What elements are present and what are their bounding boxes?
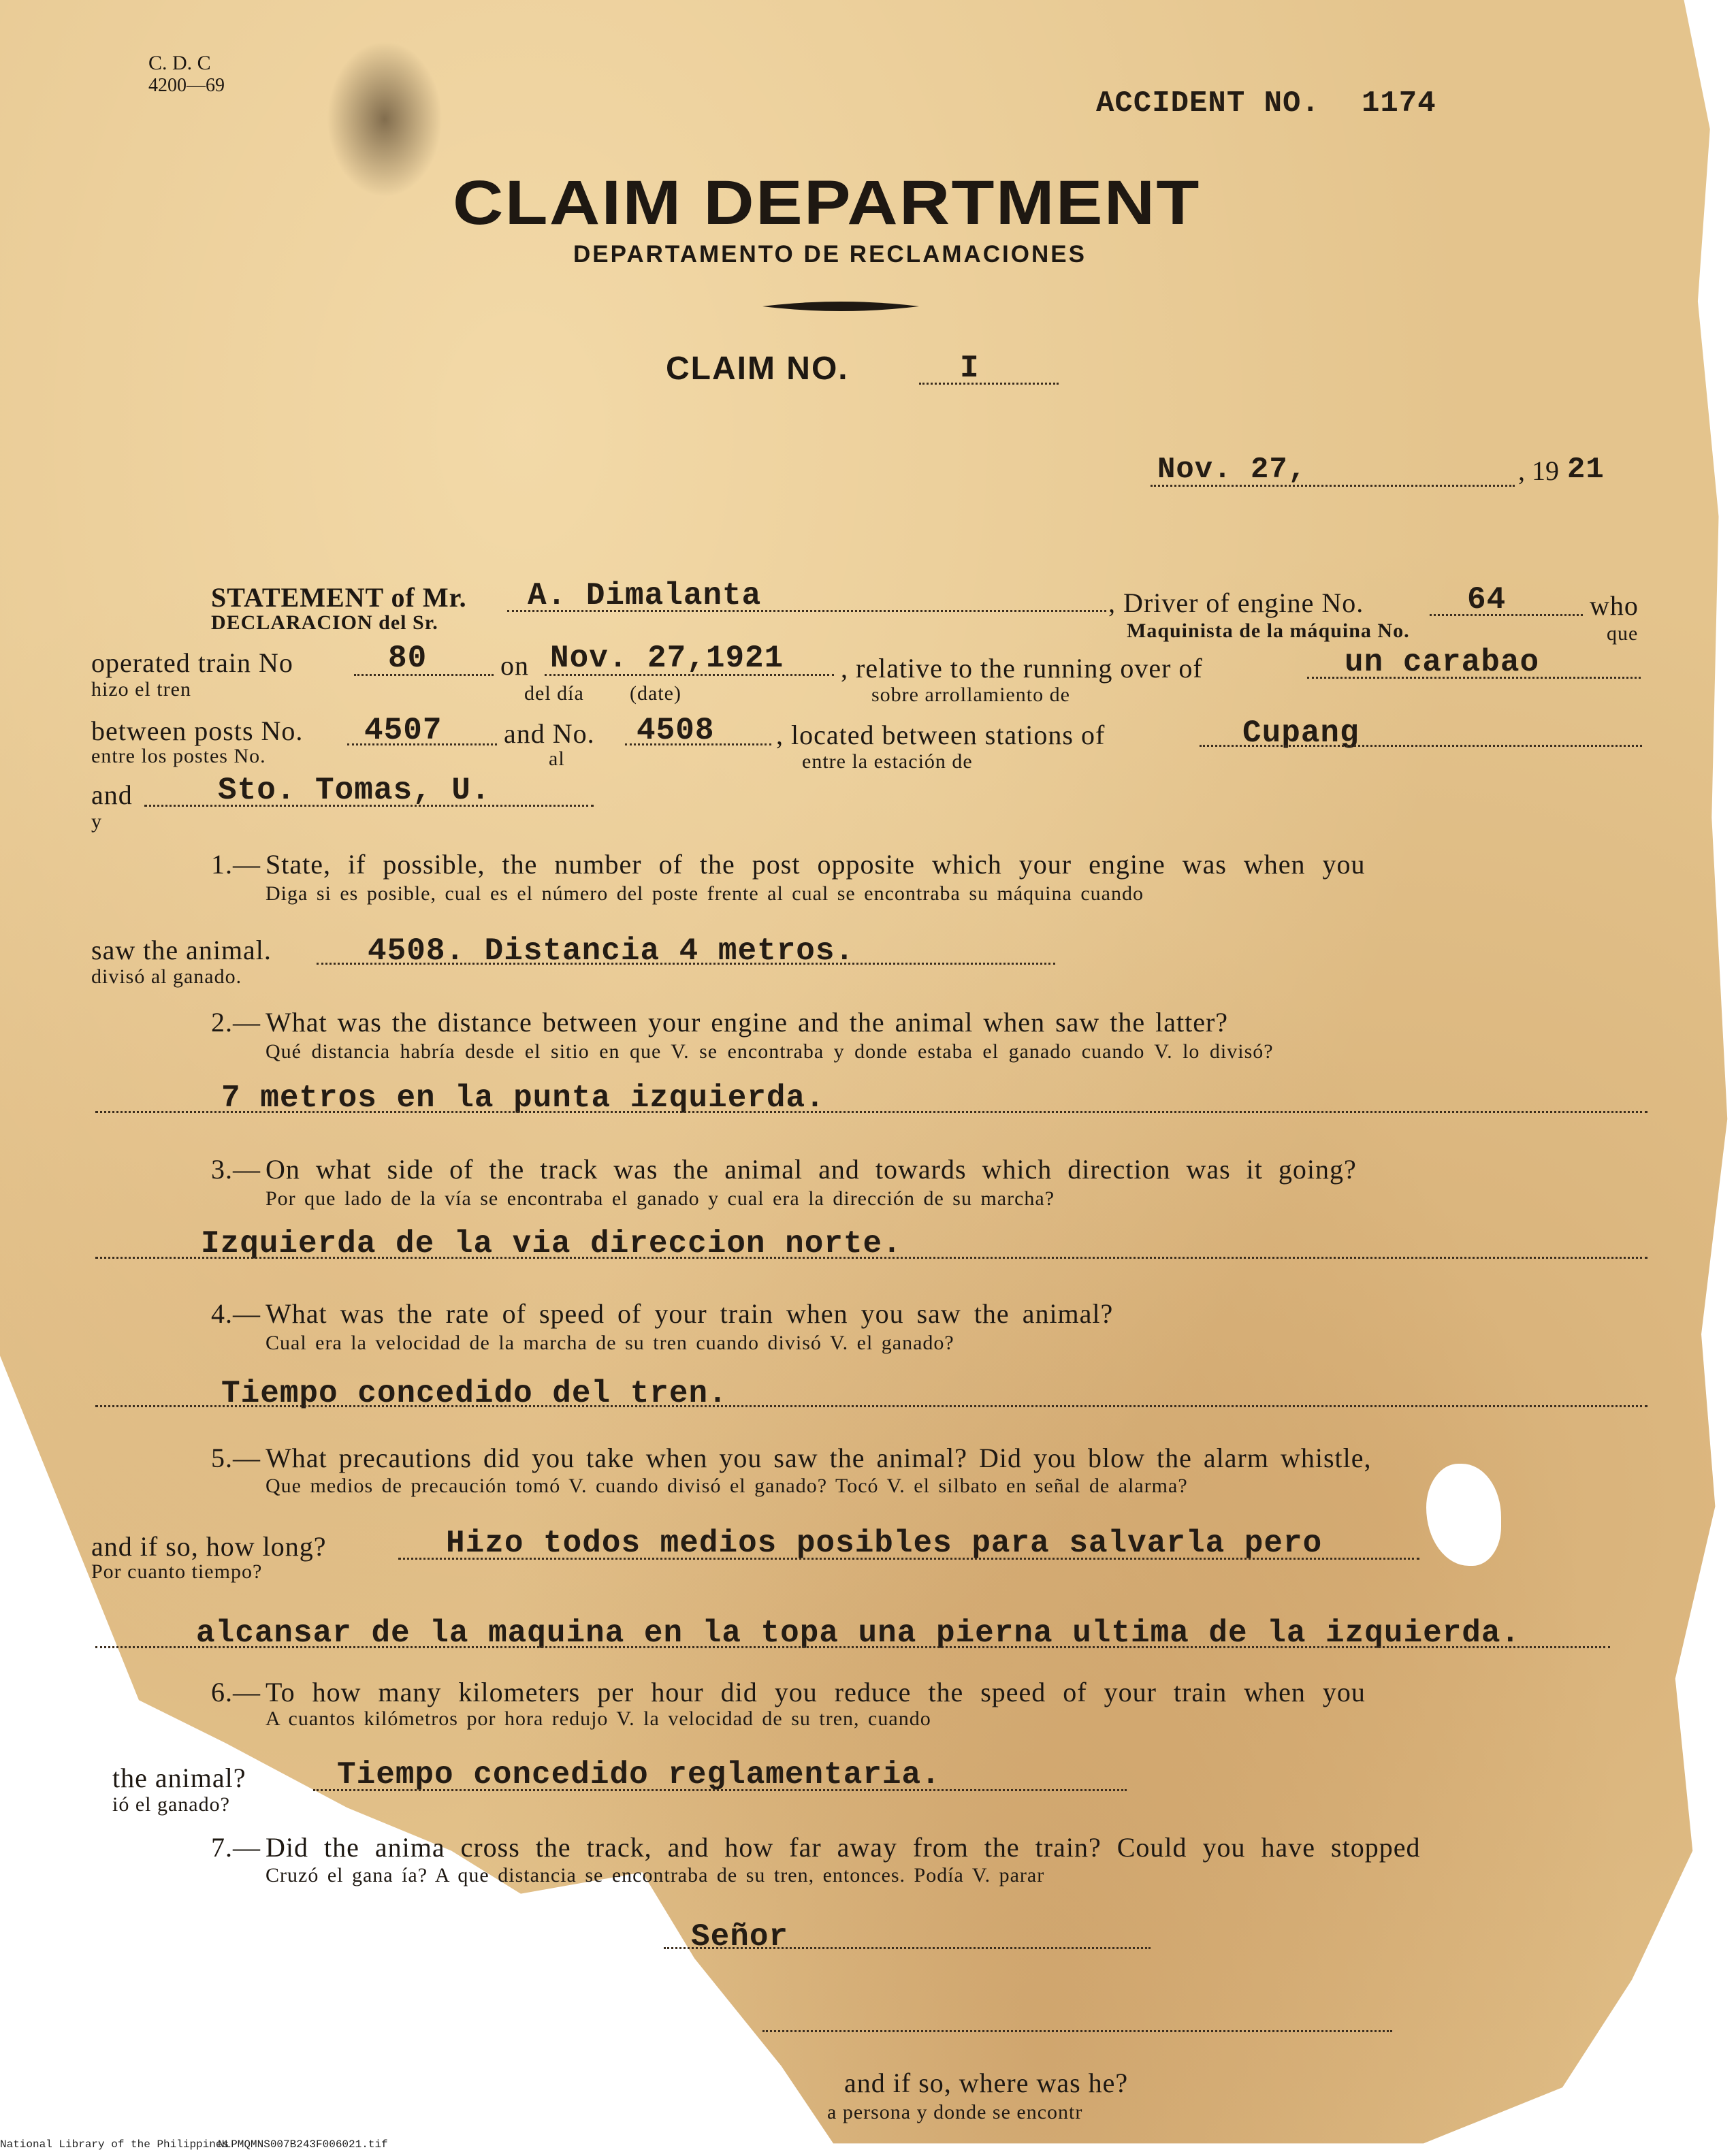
question-2-en: What was the distance between your engine and the animal when saw the latter?	[266, 1007, 1229, 1038]
answer-7-line	[664, 1947, 1151, 1949]
relative-label: , relative to the running over of	[841, 653, 1203, 684]
question-4-number: 4.—	[211, 1298, 261, 1329]
footer-filename: NLPMQMNS007B243F006021.tif	[218, 2138, 388, 2151]
station-b-line	[144, 805, 594, 807]
question-3-es: Por que lado de la vía se encontraba el ganado y cual era la dirección de su marcha?	[266, 1187, 1055, 1210]
post-a-line	[347, 743, 497, 745]
station-a: Cupang	[1242, 716, 1360, 751]
between-posts-label-es: entre los postes No.	[91, 745, 266, 767]
between-posts-label: between posts No.	[91, 716, 304, 746]
question-5-en: What precautions did you take when you saw the animal? Did you blow the alarm whistle,	[266, 1443, 1372, 1473]
statement-label: STATEMENT of Mr.	[211, 582, 467, 613]
question-6-number: 6.—	[211, 1677, 261, 1707]
answer-3-line	[95, 1257, 1647, 1259]
answer-5-continued: alcansar de la maquina en la topa una pierna ultima de la izquierda.	[196, 1616, 1521, 1651]
question-4-es: Cual era la velocidad de la marcha de su tren cuando divisó V. el ganado?	[266, 1332, 954, 1354]
question-6-cont-en: the animal?	[112, 1763, 246, 1793]
answer-3: Izquierda de la via direccion norte.	[201, 1226, 902, 1262]
answer-5: Hizo todos medios posibles para salvarla pero	[446, 1526, 1323, 1561]
question-6-en: To how many kilometers per hour did you reduce the speed of your train when you	[266, 1677, 1366, 1707]
name-line	[507, 610, 1106, 612]
train-date-line	[545, 674, 834, 676]
answer-6: Tiempo concedido reglamentaria.	[337, 1757, 941, 1793]
post-b-line	[625, 743, 771, 745]
question-5-es: Que medios de precaución tomó V. cuando divisó el ganado? Tocó V. el silbato en señal de alarma?	[266, 1475, 1188, 1497]
statement-label-es: DECLARACION del Sr.	[211, 611, 438, 634]
operated-label: operated train No	[91, 647, 293, 678]
question-1-cont-es: divisó al ganado.	[91, 965, 242, 988]
and-no-label: and No.	[504, 718, 595, 749]
date-year-suffix: 21	[1567, 453, 1605, 487]
answer-7: Señor	[691, 1919, 789, 1955]
question-6-cont-es: ió el ganado?	[112, 1793, 230, 1816]
train-number: 80	[388, 641, 428, 676]
department-subtitle: DEPARTAMENTO DE RECLAMACIONES	[573, 241, 1087, 268]
accident-number: 1174	[1362, 86, 1436, 121]
accident-label: ACCIDENT NO.	[1096, 86, 1320, 121]
date-month-day: Nov. 27,	[1157, 453, 1307, 487]
and-station-label: and	[91, 780, 133, 810]
date-year-prefix: , 19	[1518, 455, 1559, 486]
claimant-name: A. Dimalanta	[528, 578, 762, 613]
on-label: on	[500, 650, 529, 681]
department-title: CLAIM DEPARTMENT	[453, 168, 1201, 238]
question-3-number: 3.—	[211, 1154, 261, 1185]
bottom-question-en: and if so, where was he?	[844, 2068, 1129, 2098]
question-2-es: Qué distancia habría desde el sitio en que V. se encontraba y donde estaba el ganado cuando V. lo divisó?	[266, 1040, 1274, 1063]
answer-4-line	[95, 1405, 1647, 1407]
question-5-cont-es: Por cuanto tiempo?	[91, 1560, 263, 1583]
question-5-number: 5.—	[211, 1443, 261, 1473]
que-label: que	[1607, 622, 1639, 645]
answer-2-line	[95, 1111, 1647, 1113]
form-code-line1: C. D. C	[148, 52, 211, 74]
answer-5-line	[398, 1558, 1419, 1560]
answer-6-line	[313, 1789, 1127, 1791]
bottom-question-es: a persona y donde se encontr	[827, 2101, 1083, 2123]
question-6-es: A cuantos kilómetros por hora redujo V. la velocidad de su tren, cuando	[266, 1707, 931, 1730]
answer-5-continued-line	[95, 1646, 1610, 1648]
station-b: Sto. Tomas, U.	[218, 773, 491, 808]
engine-number: 64	[1467, 582, 1507, 617]
answer-1-line	[317, 963, 1055, 965]
driver-label: , Driver of engine No.	[1108, 588, 1364, 618]
footer-library: National Library of the Philippines	[0, 2138, 229, 2151]
post-b-number: 4508	[637, 713, 715, 748]
who-label: who	[1590, 590, 1639, 621]
date-hint-label: (date)	[630, 682, 681, 705]
question-3-en: On what side of the track was the animal and towards which direction was it going?	[266, 1154, 1357, 1185]
question-7-en: Did the anima cross the track, and how far away from the train? Could you have stopped	[266, 1832, 1421, 1863]
form-code-line2: 4200—69	[148, 75, 225, 96]
y-label: y	[91, 810, 102, 833]
question-2-number: 2.—	[211, 1007, 261, 1038]
question-5-cont-en: and if so, how long?	[91, 1531, 327, 1562]
question-4-en: What was the rate of speed of your train when you saw the animal?	[266, 1298, 1114, 1329]
question-7-number: 7.—	[211, 1832, 261, 1863]
post-a-number: 4507	[364, 713, 443, 748]
question-1-number: 1.—	[211, 849, 261, 880]
date-line	[1151, 485, 1515, 487]
scorch-stain	[327, 41, 443, 197]
engine-line	[1430, 614, 1583, 616]
question-1-cont-en: saw the animal.	[91, 935, 272, 965]
question-7-es: Cruzó el gana ía? A que distancia se encontraba de su tren, entonces. Podía V. parar	[266, 1864, 1045, 1886]
answer-1: 4508. Distancia 4 metros.	[368, 933, 855, 969]
located-label-es: entre la estación de	[802, 750, 973, 773]
station-a-line	[1200, 745, 1642, 747]
answer-2: 7 metros en la punta izquierda.	[221, 1080, 825, 1116]
relative-label-es: sobre arrollamiento de	[871, 684, 1070, 706]
answer-7-extra-line	[762, 2030, 1392, 2032]
claim-number: I	[960, 351, 980, 386]
del-dia-label: del día	[524, 682, 584, 705]
train-line	[354, 674, 494, 676]
claim-label: CLAIM NO.	[666, 351, 849, 387]
answer-4: Tiempo concedido del tren.	[221, 1376, 728, 1411]
claim-number-line	[919, 383, 1059, 385]
ornament-divider	[762, 293, 919, 320]
operated-label-es: hizo el tren	[91, 678, 191, 701]
driver-label-es: Maquinista de la máquina No.	[1127, 620, 1410, 642]
question-1-en: State, if possible, the number of the post opposite which your engine was when you	[266, 849, 1366, 880]
object-line	[1307, 677, 1641, 679]
question-1-es: Diga si es posible, cual es el número del poste frente al cual se encontraba su máquina cuando	[266, 882, 1144, 905]
train-date: Nov. 27,1921	[550, 641, 784, 676]
located-label: , located between stations of	[776, 720, 1106, 750]
al-label: al	[549, 748, 565, 770]
running-over-object: un carabao	[1345, 645, 1540, 680]
